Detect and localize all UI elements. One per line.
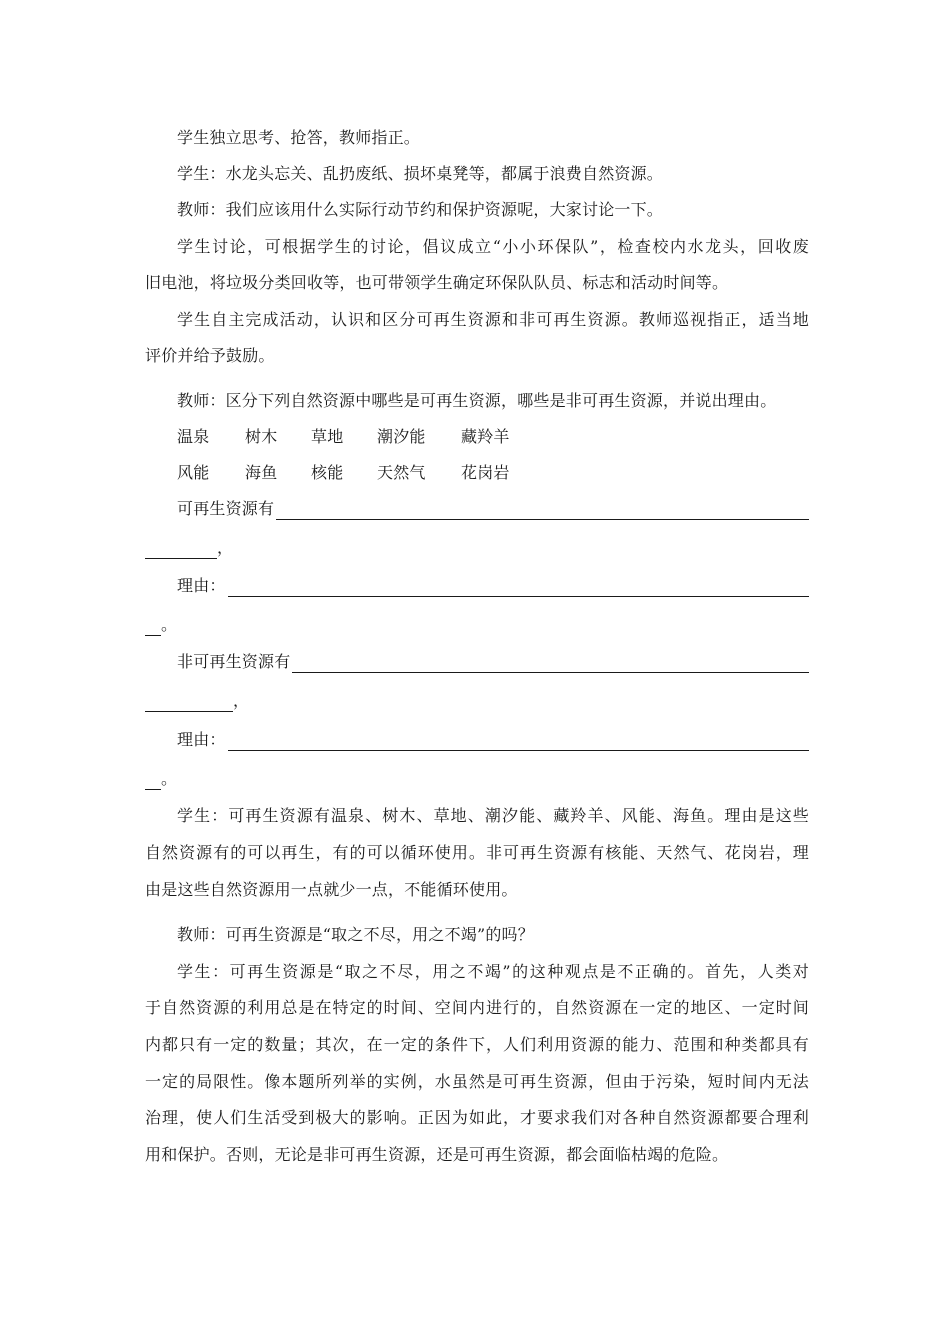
nonrenewable-label: 非可再生资源有: [177, 652, 291, 671]
resource-item: 潮汐能: [377, 427, 426, 446]
answer-inexhaustible-line6: 用和保护。否则，无论是非可再生资源，还是可再生资源，都会面临枯竭的危险。: [145, 1145, 729, 1164]
resource-item: 藏羚羊: [461, 427, 510, 446]
renewable-blank[interactable]: [276, 502, 809, 520]
answer-renewable-line1: 学生：可再生资源有温泉、树木、草地、潮汐能、藏羚羊、风能、海鱼。理由是这些: [177, 806, 809, 825]
renewable-reason-blank-continued[interactable]: [145, 618, 161, 636]
renewable-answer-line: [177, 498, 809, 520]
paragraph-student-think: 学生独立思考、抢答，教师指正。: [177, 128, 421, 147]
nonrenewable-answer-line: [177, 651, 809, 673]
period-mark: 。: [161, 615, 178, 634]
nonrenewable-reason-continuation: [145, 768, 809, 790]
paragraph-activity-line1: 学生自主完成活动，认识和区分可再生资源和非可再生资源。教师巡视指正，适当地: [177, 310, 809, 329]
answer-inexhaustible-line2: 于自然资源的利用总是在特定的时间、空间内进行的，自然资源在一定的地区、一定时间: [145, 998, 809, 1017]
nonrenewable-reason-blank[interactable]: [228, 733, 809, 751]
answer-renewable-line3: 由是这些自然资源用一点就少一点，不能循环使用。: [145, 880, 518, 899]
nonrenewable-reason-blank-continued[interactable]: [145, 772, 161, 790]
reason-label: 理由：: [177, 576, 226, 595]
answer-inexhaustible-line4: 一定的局限性。像本题所列举的实例，水虽然是可再生资源，但由于污染，短时间内无法: [145, 1072, 809, 1091]
nonrenewable-answer-continuation: [145, 690, 809, 712]
reason-label: 理由：: [177, 730, 226, 749]
renewable-reason-line: [177, 575, 809, 597]
period-mark: 。: [161, 769, 178, 788]
answer-inexhaustible-line1: 学生：可再生资源是“取之不尽，用之不竭”的这种观点是不正确的。首先，人类对: [177, 962, 809, 981]
paragraph-teacher-question: 教师：我们应该用什么实际行动节约和保护资源呢，大家讨论一下。: [177, 200, 664, 219]
paragraph-student-waste: 学生：水龙头忘关、乱扔废纸、损坏桌凳等，都属于浪费自然资源。: [177, 164, 664, 183]
comma-mark: ，: [217, 538, 234, 557]
resource-item: 温泉: [177, 427, 210, 446]
resource-item: 核能: [311, 463, 344, 482]
renewable-reason-continuation: [145, 614, 809, 636]
paragraph-discussion-line1: 学生讨论，可根据学生的讨论，倡议成立“小小环保队”，检查校内水龙头，回收废: [177, 237, 809, 256]
resource-item: 草地: [311, 427, 344, 446]
answer-renewable-line2: 自然资源有的可以再生，有的可以循环使用。非可再生资源有核能、天然气、花岗岩，理: [145, 843, 809, 862]
resource-row-1: [177, 426, 809, 448]
resource-item: 树木: [245, 427, 278, 446]
renewable-reason-blank[interactable]: [228, 579, 809, 597]
resource-item: 风能: [177, 463, 210, 482]
resource-item: 花岗岩: [461, 463, 510, 482]
paragraph-activity-line2: 评价并给予鼓励。: [145, 346, 275, 365]
nonrenewable-blank[interactable]: [292, 655, 809, 673]
comma-mark: ，: [233, 691, 250, 710]
resource-item: 天然气: [377, 463, 426, 482]
answer-inexhaustible-line5: 治理，使人们生活受到极大的影响。正因为如此，才要求我们对各种自然资源都要合理利: [145, 1108, 809, 1127]
resource-row-2: [177, 462, 809, 484]
renewable-blank-continued[interactable]: [145, 541, 217, 559]
renewable-label: 可再生资源有: [177, 499, 275, 518]
paragraph-discussion-line2: 旧电池，将垃圾分类回收等，也可带领学生确定环保队队员、标志和活动时间等。: [145, 273, 729, 292]
renewable-answer-continuation: [145, 537, 809, 559]
answer-inexhaustible-line3: 内都只有一定的数量；其次，在一定的条件下，人们利用资源的能力、范围和种类都具有: [145, 1035, 809, 1054]
nonrenewable-blank-continued[interactable]: [145, 694, 233, 712]
resource-item: 海鱼: [245, 463, 278, 482]
paragraph-teacher-classify: 教师：区分下列自然资源中哪些是可再生资源，哪些是非可再生资源，并说出理由。: [177, 391, 777, 410]
teacher-question-inexhaustible: 教师：可再生资源是“取之不尽，用之不竭”的吗？: [177, 925, 534, 944]
nonrenewable-reason-line: [177, 729, 809, 751]
